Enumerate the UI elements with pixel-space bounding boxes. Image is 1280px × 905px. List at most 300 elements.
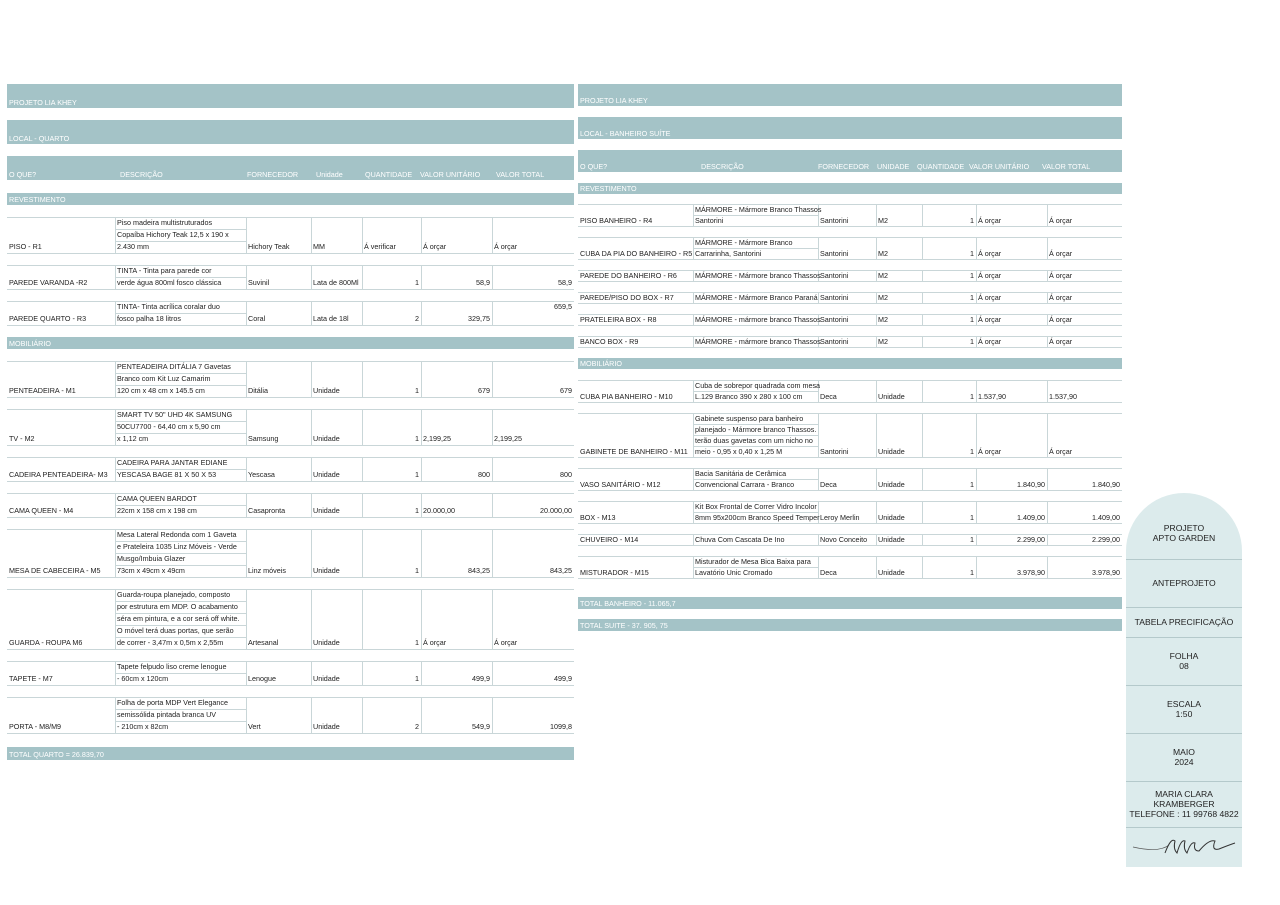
row-supplier: Deca [820,392,837,401]
row-item: PAREDE QUARTO - R3 [9,314,87,323]
row-unit: Unidade [878,568,905,577]
row-top-rule [7,361,574,362]
row-total-value: 3.978,90 [1092,568,1120,577]
col-rule [693,292,694,303]
col-rule [1047,270,1048,281]
row-description: 73cm x 49cm x 49cm [117,566,185,575]
row-description: Copaíba Hichory Teak 12,5 x 190 x [117,230,229,239]
row-supplier: Hichory Teak [248,242,290,251]
row-unit: Unidade [313,470,340,479]
col-rule [976,413,977,457]
row-description: planejado - Mármore branco Thassos. [695,425,817,434]
column-header: FORNECEDOR [247,170,299,179]
col-rule [246,409,247,445]
row-unit-value: Á orçar [978,271,1002,280]
row-total-value: Á orçar [1049,271,1073,280]
col-rule [246,217,247,253]
row-item: PAREDE/PISO DO BOX - R7 [580,293,674,302]
row-quantity: 1 [415,278,419,287]
col-rule [1047,336,1048,347]
row-description: Folha de porta MDP Vert Elegance [117,698,228,707]
col-rule [115,217,116,253]
row-description: TINTA - Tinta para parede cor [117,266,212,275]
col-rule [311,409,312,445]
phase-label: ANTEPROJETO [1152,578,1216,588]
row-item: CUBA PIA BANHEIRO - M10 [580,392,673,401]
col-rule [693,556,694,578]
col-rule [246,589,247,649]
row-quantity: 2 [415,722,419,731]
row-unit-value: 1.537,90 [978,392,1006,401]
row-unit-value: Á orçar [978,447,1002,456]
row-bottom-rule [7,325,574,326]
row-item: TAPETE - M7 [9,674,53,683]
col-rule [115,301,116,325]
row-item: MISTURADOR - M15 [580,568,649,577]
row-unit-value: 58,9 [476,278,490,287]
row-top-rule [7,589,574,590]
row-description: e Prateleira 1035 Linz Móveis - Verde [117,542,237,551]
column-header: VALOR UNITÁRIO [969,162,1030,171]
row-item: CUBA DA PIA DO BANHEIRO - R5 [580,249,693,258]
col-rule [876,204,877,226]
row-top-rule [578,501,1122,502]
row-description: verde água 800ml fosco clássica [117,278,222,287]
row-description: Chuva Com Cascata De Ino [695,535,785,544]
row-description: Santorini [695,216,724,225]
row-unit-value: Á orçar [978,337,1002,346]
row-supplier: Deca [820,568,837,577]
row-description: YESCASA BAGE 81 X 50 X 53 [117,470,217,479]
col-rule [876,292,877,303]
row-supplier: Santorini [820,216,849,225]
col-rule [421,493,422,517]
row-description: fosco palha 18 litros [117,314,181,323]
row-supplier: Leroy Merlin [820,513,860,522]
col-rule [492,217,493,253]
row-supplier: Santorini [820,249,849,258]
left-sheet-quarto [7,84,574,760]
col-rule [876,270,877,281]
row-unit: Unidade [313,434,340,443]
row-supplier: Casapronta [248,506,286,515]
row-total-value: 1.537,90 [1049,392,1077,401]
column-header: O QUE? [580,162,608,171]
row-supplier: Santorini [820,271,849,280]
row-description: SMART TV 50" UHD 4K SAMSUNG [117,410,233,419]
row-bottom-rule [7,733,574,734]
section-revestimento: REVESTIMENTO [578,183,1122,194]
row-quantity: 2 [415,314,419,323]
row-description: O móvel terá duas portas, que serão [117,626,234,635]
row-item: CAMA QUEEN - M4 [9,506,74,515]
row-total-value: 679 [560,386,572,395]
row-description: Gabinete suspenso para banheiro [695,414,804,423]
col-rule [693,204,694,226]
column-header: FORNECEDOR [818,162,870,171]
row-description: Carrarinha, Santorini [695,249,762,258]
row-description: PENTEADEIRA DITÁLIA 7 Gavetas [117,362,231,371]
row-top-rule [7,217,574,218]
project-title-bar: PROJETO LIA KHEY [7,84,574,108]
row-supplier: Santorini [820,315,849,324]
col-rule [492,589,493,649]
col-rule [818,413,819,457]
row-unit-value: 329,75 [468,314,490,323]
row-bottom-rule [7,397,574,398]
row-description: Piso madeira multistruturados [117,218,213,227]
row-item: PRATELEIRA BOX - R8 [580,315,657,324]
row-item: BANCO BOX - R9 [580,337,639,346]
col-rule [1047,380,1048,402]
row-item: PAREDE VARANDA -R2 [9,278,88,287]
row-item: BOX - M13 [580,513,616,522]
row-unit: Unidade [313,566,340,575]
section-revestimento: REVESTIMENTO [7,193,574,205]
row-top-rule [7,697,574,698]
row-bottom-rule [7,685,574,686]
col-rule [246,493,247,517]
row-unit: Unidade [313,506,340,515]
col-rule [115,265,116,289]
row-total-value: Á orçar [1049,337,1073,346]
row-description: 120 cm x 48 cm x 145.5 cm [117,386,205,395]
row-bottom-rule [578,347,1122,348]
right-sheet-banheiro [578,84,1122,634]
row-description: meio - 0,95 x 0,40 x 1,25 M [695,447,783,456]
row-top-rule [7,493,574,494]
local-title-bar: LOCAL - BANHEIRO SUÍTE [578,117,1122,139]
row-quantity: 1 [970,216,974,225]
row-bottom-rule [7,289,574,290]
row-top-rule [7,409,574,410]
col-rule [311,529,312,577]
row-unit-value: 679 [478,386,490,395]
row-supplier: Lenogue [248,674,276,683]
col-rule [115,529,116,577]
col-rule [876,237,877,259]
col-rule [693,270,694,281]
row-description: Cuba de sobrepor quadrada com mesa [695,381,821,390]
col-rule [693,314,694,325]
row-bottom-rule [578,226,1122,227]
row-description: Guarda-roupa planejado, composto [117,590,231,599]
scale-label: ESCALA 1:50 [1167,699,1201,719]
row-quantity: 1 [970,392,974,401]
row-unit-value: Á orçar [978,315,1002,324]
col-rule [311,361,312,397]
row-supplier: Linz móveis [248,566,286,575]
col-rule [311,457,312,481]
row-quantity: 1 [970,337,974,346]
row-unit-value: 1.840,90 [1017,480,1045,489]
row-description: MÁRMORE - mármore branco Thassos [695,337,821,346]
row-quantity: Á verificar [364,242,396,251]
row-total-value: 843,25 [550,566,572,575]
row-description: x 1,12 cm [117,434,149,443]
row-unit: Unidade [313,638,340,647]
col-rule [311,661,312,685]
row-unit: Unidade [313,674,340,683]
row-description: Musgo/Imbuia Glazer [117,554,186,563]
row-unit-value: 843,25 [468,566,490,575]
col-rule [976,237,977,259]
row-quantity: 1 [970,513,974,522]
row-total-value: 659,5 [554,302,572,311]
row-unit: M2 [878,271,888,280]
row-quantity: 1 [415,638,419,647]
row-description: CADEIRA PARA JANTAR EDIANE [117,458,228,467]
row-total-value: 1099,8 [550,722,572,731]
row-unit: M2 [878,315,888,324]
row-description: L.129 Branco 390 x 280 x 100 cm [695,392,803,401]
row-unit-value: 1.409,00 [1017,513,1045,522]
row-bottom-rule [7,253,574,254]
row-description: séra em pintura, e a cor será off white. [117,614,240,623]
table-label: TABELA PRECIFICAÇÃO [1134,617,1234,627]
row-top-rule [578,413,1122,414]
row-item: PISO - R1 [9,242,42,251]
col-rule [876,314,877,325]
row-bottom-rule [7,481,574,482]
sheet-number: FOLHA 08 [1169,651,1199,671]
col-rule [818,534,819,545]
col-rule [246,697,247,733]
row-top-rule [7,265,574,266]
section-mobiliario: MOBILIÁRIO [7,337,574,349]
row-unit: Lata de 800Ml [313,278,359,287]
col-rule [818,237,819,259]
row-item: PORTA - M8/M9 [9,722,62,731]
col-rule [876,534,877,545]
row-quantity: 1 [415,386,419,395]
row-item: PENTEADEIRA - M1 [9,386,76,395]
col-rule [1047,204,1048,226]
section-mobiliario: MOBILIÁRIO [578,358,1122,369]
row-description: Lavatório Unic Cromado [695,568,773,577]
column-header: UNIDADE [877,162,910,171]
row-quantity: 1 [415,470,419,479]
row-unit: Unidade [878,480,905,489]
col-rule [1047,237,1048,259]
row-description: Kit Box Frontal de Correr Vidro Incolor [695,502,817,511]
row-description: 50CU7700 - 64,40 cm x 5,90 cm [117,422,221,431]
row-total-value: 58,9 [558,278,572,287]
row-unit: Unidade [878,447,905,456]
row-top-rule [7,661,574,662]
col-rule [115,409,116,445]
row-item: GABINETE DE BANHEIRO - M11 [580,447,688,456]
row-unit: MM [313,242,325,251]
row-quantity: 1 [970,315,974,324]
row-unit-value: Á orçar [978,216,1002,225]
row-bottom-rule [7,517,574,518]
row-description: Mesa Lateral Redonda com 1 Gaveta [117,530,237,539]
col-rule [876,380,877,402]
row-bottom-rule [7,445,574,446]
row-description: MÁRMORE - Mármore Branco Thassos [695,205,822,214]
col-rule [876,336,877,347]
col-rule [115,361,116,397]
col-rule [876,556,877,578]
row-description: terão duas gavetas com um nicho no [695,436,813,445]
row-description: Convencional Carrara - Branco [695,480,795,489]
row-unit: Unidade [313,722,340,731]
row-unit: Unidade [878,392,905,401]
row-description: MÁRMORE - Mármore branco Thassos [695,271,821,280]
row-description: 2.430 mm [117,242,149,251]
col-rule [311,265,312,289]
col-rule [818,556,819,578]
col-rule [1047,413,1048,457]
row-unit-value: Á orçar [423,638,447,647]
column-header: QUANTIDADE [365,170,413,179]
local-title-bar: LOCAL - QUARTO [7,120,574,144]
col-rule [246,661,247,685]
row-unit-value: Á orçar [978,293,1002,302]
col-rule [115,457,116,481]
col-rule [818,292,819,303]
col-rule [246,361,247,397]
row-description: Misturador de Mesa Bica Baixa para [695,557,811,566]
row-unit-value: Á orçar [423,242,447,251]
row-bottom-rule [578,325,1122,326]
row-unit: Lata de 18l [313,314,349,323]
column-header: VALOR TOTAL [1042,162,1091,171]
row-description: por estrutura em MDP. O acabamento [117,602,238,611]
col-rule [693,413,694,457]
row-description: 22cm x 158 cm x 198 cm [117,506,197,515]
row-description: MÁRMORE - Mármore Branco Paraná [695,293,818,302]
row-total-value: Á orçar [1049,216,1073,225]
col-rule [246,301,247,325]
row-unit-value: 499,9 [472,674,490,683]
row-quantity: 1 [415,674,419,683]
row-unit: M2 [878,337,888,346]
row-supplier: Vert [248,722,261,731]
column-header-bar [7,156,574,180]
row-quantity: 1 [970,568,974,577]
row-top-rule [578,204,1122,205]
row-total-value: 1.840,90 [1092,480,1120,489]
column-header-bar [578,150,1122,172]
row-supplier: Yescasa [248,470,275,479]
row-unit-value: 2,199,25 [423,434,451,443]
col-rule [976,270,977,281]
row-supplier: Santorini [820,337,849,346]
col-rule [311,217,312,253]
row-top-rule [578,314,1122,315]
column-header: DESCRIÇÃO [120,170,163,179]
author-info: MARIA CLARA KRAMBERGER TELEFONE : 11 99768 4822 [1129,789,1239,819]
row-description: - 60cm x 120cm [117,674,169,683]
col-rule [115,697,116,733]
row-description: CAMA QUEEN BARDOT [117,494,197,503]
row-top-rule [578,468,1122,469]
row-quantity: 1 [415,506,419,515]
row-total-value: Á orçar [1049,293,1073,302]
row-item: CHUVEIRO - M14 [580,535,639,544]
row-description: Bacia Sanitária de Cerâmica [695,469,787,478]
col-rule [693,237,694,259]
col-rule [421,409,422,445]
row-description: - 210cm x 82cm [117,722,169,731]
row-quantity: 1 [970,249,974,258]
row-description: TINTA- Tinta acrílica coralar duo [117,302,220,311]
project-title-bar: PROJETO LIA KHEY [578,84,1122,106]
row-description: MÁRMORE - mármore branco Thassos [695,315,821,324]
col-rule [976,292,977,303]
col-rule [693,468,694,490]
row-total-value: Á orçar [494,242,518,251]
row-unit-value: 549,9 [472,722,490,731]
row-bottom-rule [7,649,574,650]
row-unit-value: Á orçar [978,249,1002,258]
col-rule [311,301,312,325]
row-unit: M2 [878,293,888,302]
col-rule [693,380,694,402]
row-item: PAREDE DO BANHEIRO - R6 [580,271,677,280]
col-rule [311,697,312,733]
row-top-rule [578,380,1122,381]
row-total-value: 20.000,00 [540,506,572,515]
row-top-rule [578,237,1122,238]
row-quantity: 1 [970,293,974,302]
col-rule [693,336,694,347]
row-total-value: 1.409,00 [1092,513,1120,522]
col-rule [115,589,116,649]
column-header: DESCRIÇÃO [701,162,744,171]
row-description: Branco com Kit Luz Camarim [117,374,211,383]
col-rule [976,336,977,347]
signature-logo [1126,831,1242,863]
row-unit: Unidade [878,535,905,544]
row-supplier: Coral [248,314,266,323]
title-block [1126,493,1242,867]
column-header: O QUE? [9,170,37,179]
row-unit: M2 [878,216,888,225]
row-total-value: 2,199,25 [494,434,522,443]
row-quantity: 1 [415,434,419,443]
col-rule [876,413,877,457]
col-rule [246,529,247,577]
row-unit-value: 2.299,00 [1017,535,1045,544]
row-supplier: Artesanal [248,638,279,647]
row-quantity: 1 [970,480,974,489]
row-unit-value: 800 [478,470,490,479]
col-rule [976,380,977,402]
col-rule [311,589,312,649]
col-rule [362,217,363,253]
col-rule [976,314,977,325]
col-rule [818,468,819,490]
row-description: MÁRMORE - Mármore Branco [695,238,793,247]
col-rule [1047,314,1048,325]
row-item: CADEIRA PENTEADEIRA- M3 [9,470,108,479]
row-supplier: Ditália [248,386,268,395]
row-unit: M2 [878,249,888,258]
row-item: TV - M2 [9,434,35,443]
col-rule [492,409,493,445]
row-supplier: Samsung [248,434,279,443]
col-rule [876,468,877,490]
row-item: GUARDA - ROUPA M6 [9,638,83,647]
row-bottom-rule [7,577,574,578]
row-top-rule [7,529,574,530]
row-total-value: 800 [560,470,572,479]
col-rule [876,501,877,523]
row-total-value: Á orçar [1049,447,1073,456]
